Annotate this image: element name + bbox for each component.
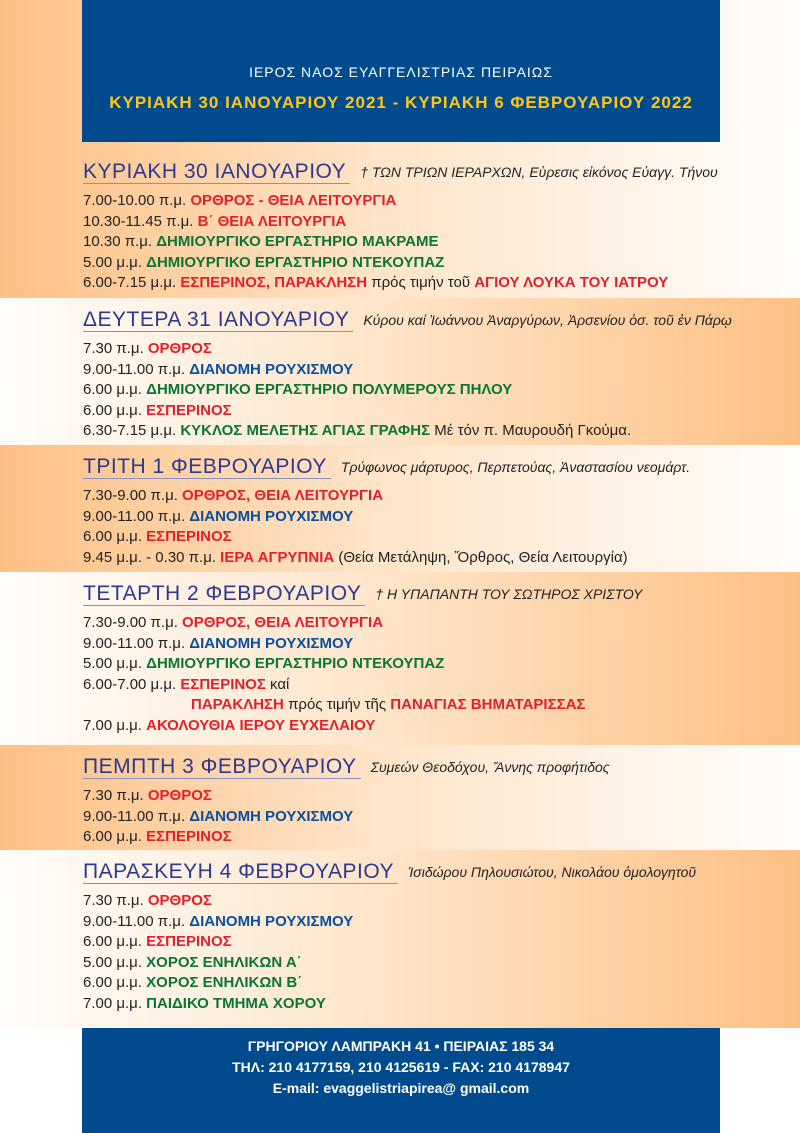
- event-list: [83, 191, 800, 294]
- footer-contact: [82, 1028, 720, 1133]
- event-line: [83, 360, 800, 381]
- feast-saints: Συμεών Θεοδόχου, Ἄννης προφήτιδος: [370, 759, 610, 775]
- day-title: ΠΕΜΠΤΗ 3 ΦΕΒΡΟΥΑΡΙΟΥ: [83, 756, 361, 779]
- event-text: 6.30-7.15 μ.μ.: [83, 422, 181, 440]
- event-line: [83, 695, 800, 716]
- event-name: ΟΡΘΡΟΣ: [147, 787, 212, 804]
- event-text: 9.00-11.00 π.μ.: [83, 807, 190, 825]
- event-text: 6.00 μ.μ.: [83, 828, 147, 846]
- event-line: [83, 253, 800, 274]
- event-text: 6.00 μ.μ.: [83, 381, 147, 399]
- event-text: 9.00-11.00 π.μ.: [83, 912, 190, 930]
- event-name: ΕΣΠΕΡΙΝΟΣ, ΠΑΡΑΚΛΗΣΗ: [180, 274, 368, 292]
- day-section: [0, 150, 800, 298]
- event-name: ΔΙΑΝΟΜΗ ΡΟΥΧΙΣΜΟΥ: [189, 634, 354, 652]
- day-section: [0, 572, 800, 745]
- event-text: 7.00 μ.μ.: [83, 994, 147, 1012]
- event-name: ΑΓΙΟΥ ΛΟΥΚΑ ΤΟΥ ΙΑΤΡΟΥ: [474, 274, 669, 292]
- event-line: [83, 807, 800, 828]
- header-banner: [82, 0, 720, 142]
- event-name: ΑΚΟΛΟΥΘΙΑ ΙΕΡΟΥ ΕΥΧΕΛΑΙΟΥ: [146, 716, 376, 734]
- event-list: [83, 613, 800, 737]
- event-text: 6.00 μ.μ.: [83, 974, 147, 992]
- event-line: [83, 339, 800, 360]
- event-name: ΔΗΜΙΟΥΡΓΙΚΟ ΕΡΓΑΣΤΗΡΙΟ ΝΤΕΚΟΥΠΑΖ: [146, 655, 445, 673]
- feast-saints: Κύρου καί Ἰωάννου Ἀναργύρων, Ἀρσενίου ὁσ. τοῦ ἐν Πάρῳ: [363, 312, 732, 328]
- day-header: [83, 745, 800, 779]
- event-text: 5.00 μ.μ.: [83, 655, 147, 673]
- event-line: [83, 716, 800, 737]
- event-text: καί: [265, 675, 290, 693]
- event-text: 6.00-7.15 μ.μ.: [83, 274, 181, 292]
- event-line: [83, 953, 800, 974]
- event-name: ΟΡΘΡΟΣ: [147, 340, 212, 357]
- event-name: ΕΣΠΕΡΙΝΟΣ: [146, 528, 232, 546]
- event-line: [83, 273, 800, 294]
- event-text: 5.00 μ.μ.: [83, 953, 147, 971]
- event-name: ΔΗΜΙΟΥΡΓΙΚΟ ΕΡΓΑΣΤΗΡΙΟ ΠΟΛΥΜΕΡΟΥΣ ΠΗΛΟΥ: [146, 381, 513, 399]
- event-text: 6.00 μ.μ.: [83, 528, 147, 546]
- day-header: [83, 850, 800, 884]
- event-text: 9.00-11.00 π.μ.: [83, 360, 190, 378]
- event-text: 6.00 μ.μ.: [83, 401, 147, 419]
- event-name: ΟΡΘΡΟΣ: [147, 892, 212, 909]
- day-title: ΤΕΤΑΡΤΗ 2 ΦΕΒΡΟΥΑΡΙΟΥ: [83, 583, 365, 606]
- event-name: ΟΡΘΡΟΣ, ΘΕΙΑ ΛΕΙΤΟΥΡΓΙΑ: [182, 614, 384, 631]
- event-name: ΠΑΝΑΓΙΑΣ ΒΗΜΑΤΑΡΙΣΣΑΣ: [390, 696, 586, 714]
- event-text: 10.30-11.45 π.μ.: [83, 212, 198, 230]
- event-name: ΧΟΡΟΣ ΕΝΗΛΙΚΩΝ Β΄: [146, 974, 303, 992]
- event-text: 7.00-10.00 π.μ.: [83, 192, 191, 209]
- event-name: ΔΙΑΝΟΜΗ ΡΟΥΧΙΣΜΟΥ: [189, 507, 354, 525]
- event-name: Β΄ ΘΕΙΑ ΛΕΙΤΟΥΡΓΙΑ: [197, 212, 347, 230]
- event-line: [83, 827, 800, 848]
- day-title: ΚΥΡΙΑΚΗ 30 ΙΑΝΟΥΑΡΙΟΥ: [83, 161, 350, 184]
- event-text: 6.00-7.00 μ.μ.: [83, 675, 181, 693]
- event-line: [83, 891, 800, 912]
- event-text: 7.30-9.00 π.μ.: [83, 487, 183, 504]
- day-header: [83, 298, 800, 332]
- event-text: 7.00 μ.μ.: [83, 716, 147, 734]
- event-line: [83, 527, 800, 548]
- day-section: [0, 298, 800, 445]
- feast-saints: Ἰσιδώρου Πηλουσιώτου, Νικολάου ὁμολογητοῦ: [408, 864, 697, 880]
- church-name: ΙΕΡΟΣ ΝΑΟΣ ΕΥΑΓΓΕΛΙΣΤΡΙΑΣ ΠΕΙΡΑΙΩΣ: [249, 64, 553, 80]
- event-name: ΠΑΙΔΙΚΟ ΤΜΗΜΑ ΧΟΡΟΥ: [146, 994, 326, 1012]
- event-line: [83, 675, 800, 696]
- event-text: 7.30 π.μ.: [83, 340, 148, 357]
- event-name: ΟΡΘΡΟΣ - ΘΕΙΑ ΛΕΙΤΟΥΡΓΙΑ: [190, 192, 397, 209]
- event-name: ΔΙΑΝΟΜΗ ΡΟΥΧΙΣΜΟΥ: [189, 912, 354, 930]
- event-list: [83, 339, 800, 442]
- event-line: [83, 421, 800, 442]
- event-text: 5.00 μ.μ.: [83, 253, 147, 271]
- event-line: [83, 548, 800, 569]
- day-title: ΠΑΡΑΣΚΕΥΗ 4 ΦΕΒΡΟΥΑΡΙΟΥ: [83, 861, 398, 884]
- event-line: [83, 932, 800, 953]
- event-line: [83, 401, 800, 422]
- event-text: πρός τιμήν τῆς: [283, 696, 391, 714]
- event-line: [83, 380, 800, 401]
- day-header: [83, 572, 800, 606]
- event-name: ΕΣΠΕΡΙΝΟΣ: [146, 828, 232, 846]
- schedule-period: ΚΥΡΙΑΚΗ 30 ΙΑΝΟΥΑΡΙΟΥ 2021 - ΚΥΡΙΑΚΗ 6 ΦΕΒΡΟΥΑΡΙΟΥ 2022: [109, 93, 693, 112]
- event-name: ΔΗΜΙΟΥΡΓΙΚΟ ΕΡΓΑΣΤΗΡΙΟ ΝΤΕΚΟΥΠΑΖ: [146, 253, 445, 271]
- feast-saints: Τρύφωνος μάρτυρος, Περπετούας, Ἀναστασίου νεομάρτ.: [340, 459, 691, 475]
- event-text: 9.00-11.00 π.μ.: [83, 507, 190, 525]
- event-text: 10.30 π.μ.: [83, 233, 157, 251]
- event-name: ΚΥΚΛΟΣ ΜΕΛΕΤΗΣ ΑΓΙΑΣ ΓΡΑΦΗΣ: [180, 422, 431, 440]
- event-text: 9.45 μ.μ. - 0.30 π.μ.: [83, 548, 221, 566]
- event-text: 9.00-11.00 π.μ.: [83, 634, 190, 652]
- event-list: [83, 786, 800, 848]
- event-text: (Θεία Μετάληψη, Ὄρθρος, Θεία Λειτουργία): [334, 548, 628, 566]
- phone-fax: ΤΗΛ: 210 4177159, 210 4125619 - FAX: 210 4178947: [232, 1059, 570, 1075]
- event-line: [83, 232, 800, 253]
- event-text: πρός τιμήν τοῦ: [367, 274, 475, 292]
- event-name: ΧΟΡΟΣ ΕΝΗΛΙΚΩΝ Α΄: [146, 953, 302, 971]
- day-header: [83, 445, 800, 479]
- feast-saints: † Η ΥΠΑΠΑΝΤΗ ΤΟΥ ΣΩΤΗΡΟΣ ΧΡΙΣΤΟΥ: [375, 586, 643, 602]
- event-line: [83, 786, 800, 807]
- event-name: ΔΙΑΝΟΜΗ ΡΟΥΧΙΣΜΟΥ: [189, 360, 354, 378]
- event-name: ΕΣΠΕΡΙΝΟΣ: [180, 675, 266, 693]
- day-title: ΤΡΙΤΗ 1 ΦΕΒΡΟΥΑΡΙΟΥ: [83, 456, 331, 479]
- event-line: [83, 191, 800, 212]
- event-name: ΕΣΠΕΡΙΝΟΣ: [146, 401, 232, 419]
- day-section: [0, 850, 800, 1028]
- day-title: ΔΕΥΤΕΡΑ 31 ΙΑΝΟΥΑΡΙΟΥ: [83, 309, 353, 332]
- event-line: [83, 912, 800, 933]
- event-text: 7.30-9.00 π.μ.: [83, 614, 183, 631]
- event-list: [83, 891, 800, 1015]
- event-line: [83, 994, 800, 1015]
- event-line: [83, 654, 800, 675]
- event-name: ΙΕΡΑ ΑΓΡΥΠΝΙΑ: [220, 548, 335, 566]
- email: E-mail: evaggelistriapirea@ gmail.com: [272, 1080, 530, 1096]
- event-text: 6.00 μ.μ.: [83, 933, 147, 951]
- event-line: [83, 212, 800, 233]
- address: ΓΡΗΓΟΡΙΟΥ ΛΑΜΠΡΑΚΗ 41 • ΠΕΙΡΑΙΑΣ 185 34: [247, 1038, 555, 1054]
- day-header: [83, 150, 800, 184]
- event-line: [83, 507, 800, 528]
- event-list: [83, 486, 800, 568]
- day-section: [0, 745, 800, 850]
- event-line: [83, 486, 800, 507]
- event-line: [83, 973, 800, 994]
- event-name: ΠΑΡΑΚΛΗΣΗ: [191, 696, 284, 714]
- event-text: 7.30 π.μ.: [83, 787, 148, 804]
- event-text: 7.30 π.μ.: [83, 892, 148, 909]
- day-section: [0, 445, 800, 572]
- event-name: ΔΗΜΙΟΥΡΓΙΚΟ ΕΡΓΑΣΤΗΡΙΟ ΜΑΚΡΑΜΕ: [156, 233, 439, 251]
- event-name: ΟΡΘΡΟΣ, ΘΕΙΑ ΛΕΙΤΟΥΡΓΙΑ: [182, 487, 384, 504]
- event-name: ΔΙΑΝΟΜΗ ΡΟΥΧΙΣΜΟΥ: [189, 807, 354, 825]
- event-name: ΕΣΠΕΡΙΝΟΣ: [146, 933, 232, 951]
- event-line: [83, 613, 800, 634]
- feast-saints: † ΤΩΝ ΤΡΙΩΝ ΙΕΡΑΡΧΩΝ, Εὑρεσις εἰκόνος Εὐαγγ. Τήνου: [360, 164, 718, 180]
- event-text: Μέ τόν π. Μαυρουδή Γκούμα.: [430, 422, 632, 440]
- event-line: [83, 634, 800, 655]
